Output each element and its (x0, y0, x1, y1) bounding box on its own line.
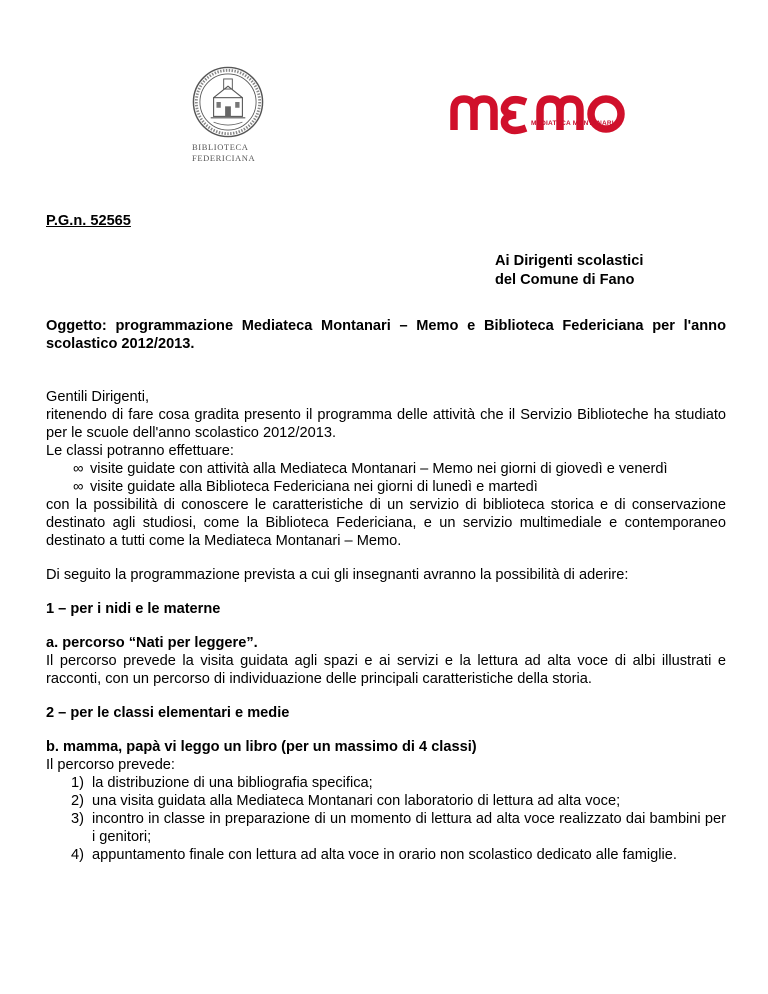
list-item (71, 810, 726, 846)
step-text: incontro in classe in preparazione di un momento di lettura ad alta voce realizzato dai bambini per i genitori; (92, 811, 726, 845)
program-intro: Di seguito la programmazione prevista a cui gli insegnanti avranno la possibilità di aderire: (46, 567, 629, 583)
list-item (71, 846, 726, 864)
addressee (46, 252, 726, 290)
section2-title: 2 – per le classi elementari e medie (46, 705, 290, 721)
biblio-logo-line1: BIBLIOTECA (192, 142, 249, 152)
section1a-text: Il percorso prevede la visita guidata agli spazi e ai servizi e la lettura ad alta voce di albi illustrati e racconti, con un percorso di individuazione delle principali caratteristiche della storia. (46, 653, 726, 687)
infinity-bullet-icon: ∞ (73, 479, 84, 495)
classes-intro: Le classi potranno effettuare: (46, 443, 234, 459)
intro-paragraph: ritenendo di fare cosa gradita presento il programma delle attività che il Servizio Biblioteche ha studiato per le scuole dell'anno scolastico 2012/2013. (46, 407, 726, 441)
seal-icon (192, 66, 264, 138)
list-item (71, 774, 726, 792)
memo-logo (450, 88, 630, 138)
step-number: 4) (71, 847, 84, 863)
step-number: 3) (71, 811, 84, 827)
protocol-number: P.G.n. 52565 (46, 213, 131, 229)
list-item (73, 460, 726, 478)
biblioteca-federiciana-logo (190, 66, 264, 164)
step-text: la distribuzione di una bibliografia specifica; (92, 775, 373, 791)
step-text: una visita guidata alla Mediateca Montanari con laboratorio di lettura ad alta voce; (92, 793, 621, 809)
step-number: 2) (71, 793, 84, 809)
salutation: Gentili Dirigenti, (46, 389, 150, 405)
step-text: appuntamento finale con lettura ad alta voce in orario non scolastico dedicato alle famiglie. (92, 847, 677, 863)
step-number: 1) (71, 775, 84, 791)
list-item (73, 478, 726, 496)
biblio-logo-line2: FEDERICIANA (192, 153, 256, 163)
section2b-title: b. mamma, papà vi leggo un libro (per un massimo di 4 classi) (46, 739, 477, 755)
addressee-line1: Ai Dirigenti scolastici (495, 253, 644, 269)
subject-line: Oggetto: programmazione Mediateca Montanari – Memo e Biblioteca Federiciana per l'anno scolastico 2012/2013. (46, 318, 726, 352)
bullet-text: visite guidate alla Biblioteca Federiciana nei giorni di lunedì e martedì (90, 479, 538, 495)
letter-body (46, 212, 726, 864)
infinity-bullet-icon: ∞ (73, 461, 84, 477)
section1-title: 1 – per i nidi e le materne (46, 601, 221, 617)
possibility-paragraph: con la possibilità di conoscere le caratteristiche di un servizio di biblioteca storica e di conservazione destinato agli studiosi, come la Biblioteca Federiciana, e un servizio multimediale e contemporaneo destinato a tutti come la Mediateca Montanari – Memo. (46, 497, 726, 549)
list-item (71, 792, 726, 810)
memo-logo-subtitle: MEDIATECA MONTANARI (531, 120, 614, 127)
addressee-line2: del Comune di Fano (495, 272, 635, 288)
bullet-text: visite guidate con attività alla Mediateca Montanari – Memo nei giorni di giovedì e venerdì (90, 461, 668, 477)
section1a-title: a. percorso “Nati per leggere”. (46, 635, 258, 651)
section2b-intro: Il percorso prevede: (46, 757, 175, 773)
steps-list (46, 774, 726, 864)
visit-list (46, 460, 726, 496)
